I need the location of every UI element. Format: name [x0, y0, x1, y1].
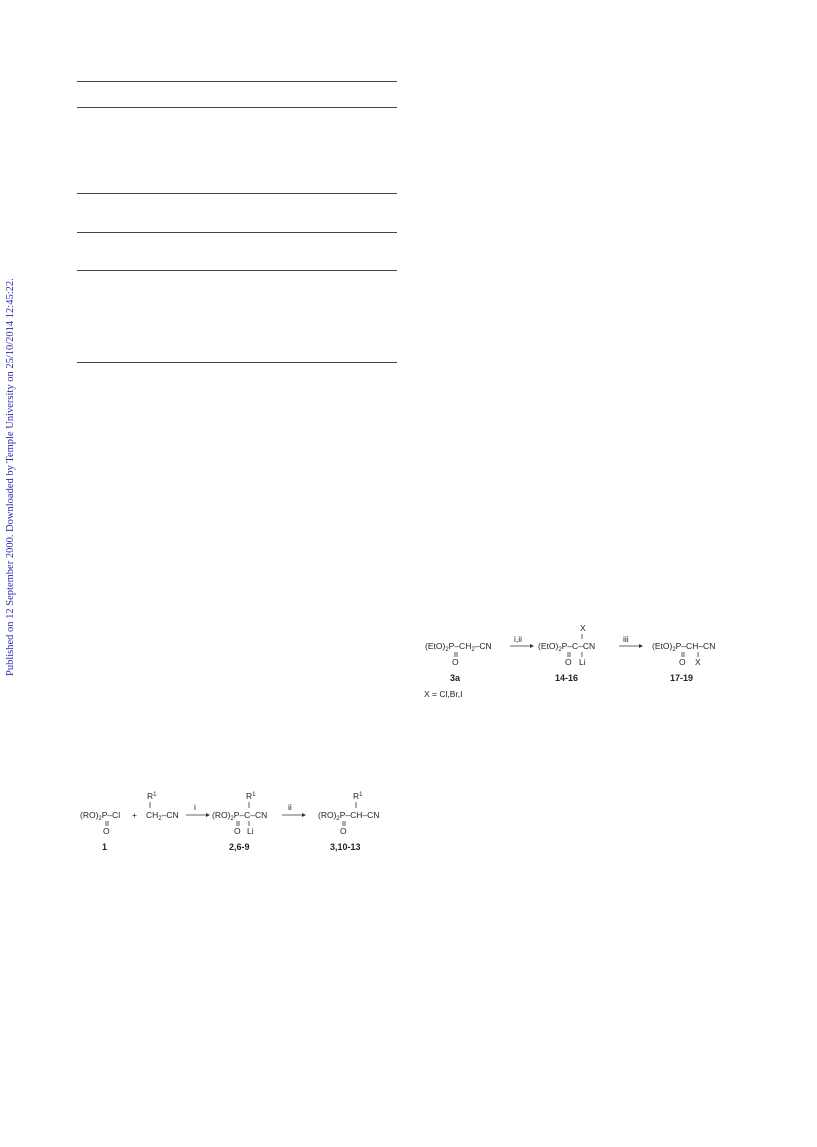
table-rule: [77, 232, 397, 233]
product-halogen: X: [695, 657, 701, 667]
halogen-note: X = Cl,Br,I: [424, 689, 463, 699]
compound-label: 1: [102, 842, 108, 852]
nitrile-structure: $CH_2-CN$: [146, 810, 179, 822]
intermediate-oxo: O: [565, 657, 572, 667]
nitrile-substituent: $R^1$: [147, 791, 157, 801]
reagent-structure: $(RO)_2P-Cl$: [80, 810, 121, 822]
compound-label: 2,6-9: [229, 842, 250, 852]
arrow-2-label: iii: [623, 634, 629, 644]
start-oxo: O: [452, 657, 459, 667]
intermediate-lithium: Li: [579, 657, 586, 667]
arrow-1-label: i: [194, 802, 196, 812]
plus-sign: +: [132, 810, 137, 820]
start-structure: $(EtO)_2P-CH_2-CN$: [425, 641, 492, 653]
arrow-1-label: i,ii: [514, 634, 523, 644]
intermediate-oxo: O: [234, 826, 241, 836]
intermediate-halogen: X: [580, 623, 586, 633]
compound-label: 14-16: [555, 673, 579, 683]
scheme-halogenation: [420, 620, 740, 680]
table-rule: [77, 270, 397, 271]
intermediate-structure: $(RO)_2P-C-CN$: [212, 810, 268, 822]
table-rule: [77, 81, 397, 82]
scheme-phosphonylation: [78, 788, 398, 848]
product-structure: $(EtO)_2P-CH-CN$: [652, 641, 716, 653]
download-watermark: Published on 12 September 2000. Downloaded by Temple University on 25/10/2014 12:45:22.: [5, 278, 16, 676]
product-structure: $(RO)_2P-CH-CN$: [318, 810, 380, 822]
table-rule: [77, 362, 397, 363]
product-substituent: $R^1$: [353, 791, 363, 801]
arrow-2-label: ii: [288, 802, 292, 812]
product-oxo: O: [340, 826, 347, 836]
product-oxo: O: [679, 657, 686, 667]
compound-label: 3,10-13: [330, 842, 361, 852]
table-rule: [77, 193, 397, 194]
compound-label: 3a: [450, 673, 461, 683]
intermediate-lithium: Li: [247, 826, 254, 836]
intermediate-substituent: $R^1$: [246, 791, 256, 801]
compound-label: 17-19: [670, 673, 694, 683]
reagent-oxo: O: [103, 826, 110, 836]
intermediate-structure: $(EtO)_2P-C-CN$: [538, 641, 596, 653]
table-rule: [77, 107, 397, 108]
